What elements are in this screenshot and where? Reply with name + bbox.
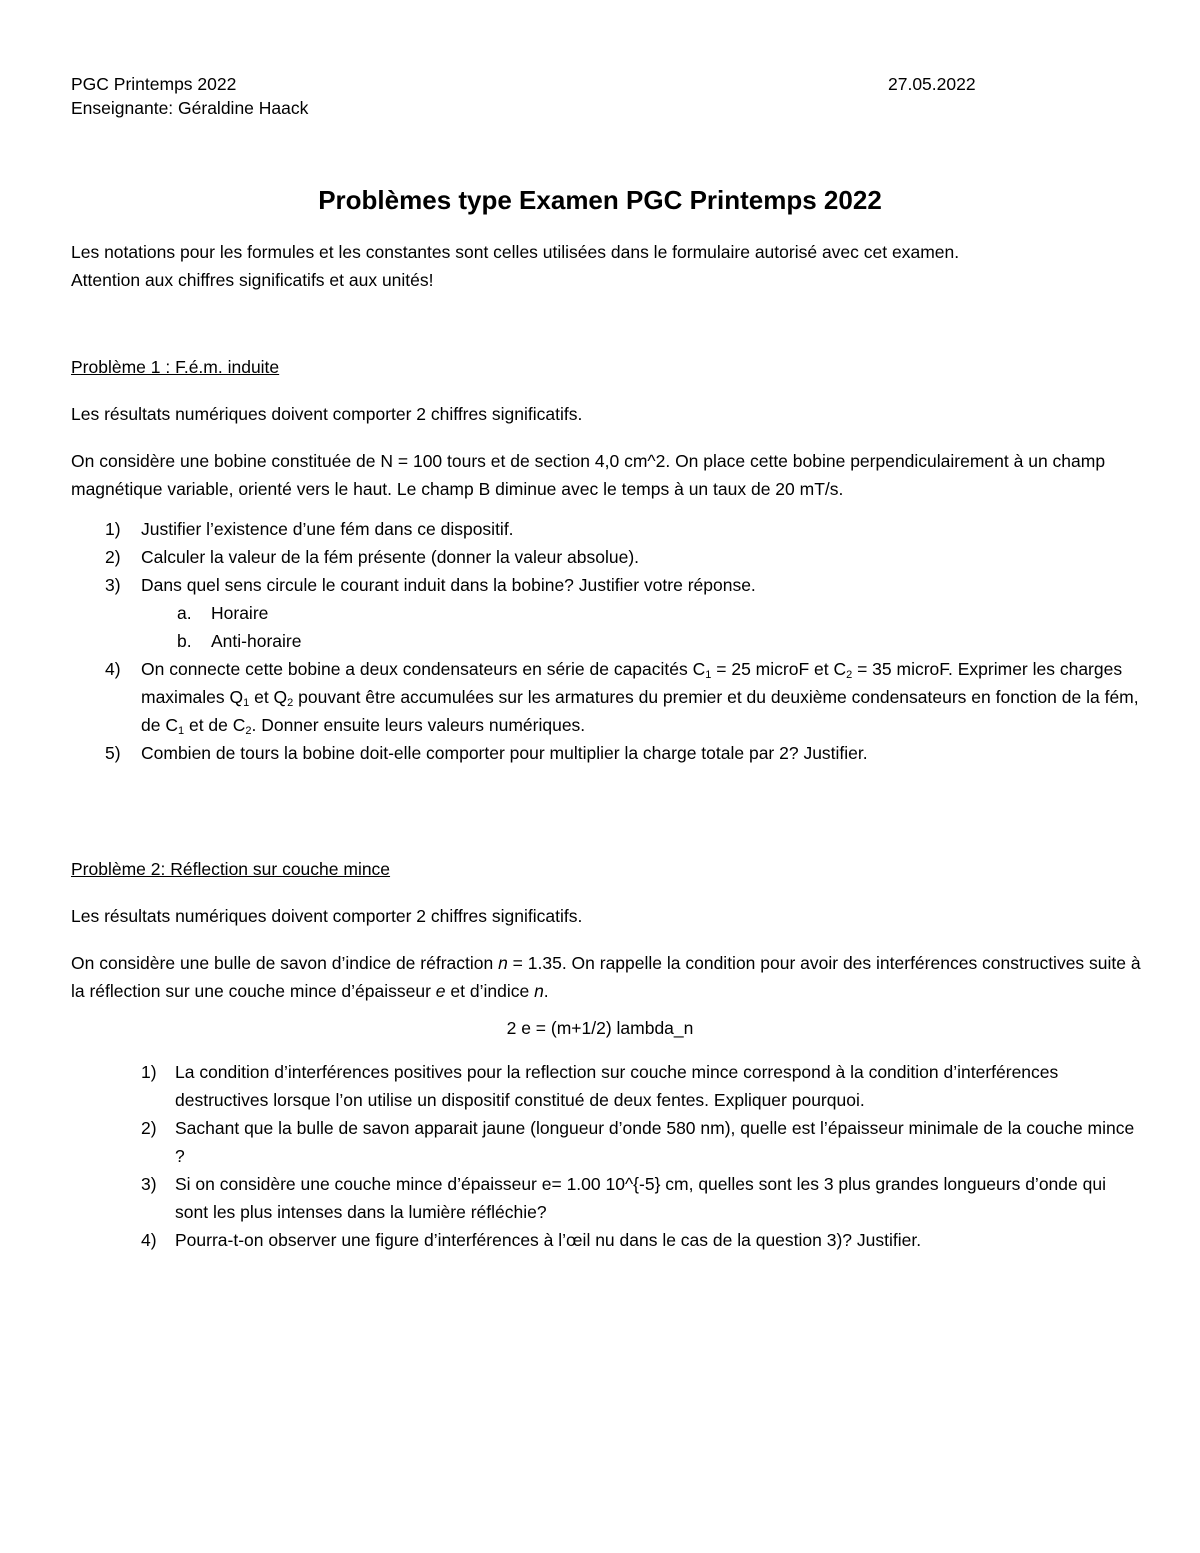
list-item [141,627,1141,655]
text-run: = 1.35. On rappelle la condition pour avoir des interférences constructives suite à la réflection sur une couche mince d’épaisseur [71,953,1141,1001]
problem-2-note: Les résultats numériques doivent comporter 2 chiffres significatifs. [71,906,583,926]
problem-1-heading: Problème 1 : F.é.m. induite [71,357,280,377]
question-text: Pourra-t-on observer une figure d’interférences à l’œil nu dans le cas de la question 3)? Justifier. [175,1230,922,1250]
intro [71,238,1141,294]
intro-line-1: Les notations pour les formules et les constantes sont celles utilisées dans le formulaire autorisé avec cet examen. [71,242,960,262]
text-run: et de C [184,715,246,735]
option-text: Horaire [211,603,269,623]
question-text [141,659,1139,735]
problem-2-statement [71,949,1141,1005]
problem-1 [71,353,1141,767]
question-text: Dans quel sens circule le courant induit dans la bobine? Justifier votre réponse. [141,575,756,595]
question-number: 2) [105,547,121,567]
option-text: Anti-horaire [211,631,302,651]
subscript: 1 [705,669,712,681]
italic-symbol: n [498,953,508,973]
question-number: 1) [141,1062,157,1082]
question-number: 3) [105,575,121,595]
problem-1-note: Les résultats numériques doivent comporter 2 chiffres significatifs. [71,404,583,424]
equation: 2 e = (m+1/2) lambda_n [506,1018,694,1038]
question-text: Calculer la valeur de la fém présente (donner la valeur absolue). [141,547,640,567]
text-run: = 35 microF. Exprimer les charges maximales Q [141,659,1123,707]
italic-symbol: n [534,981,544,1001]
page-title: Problèmes type Examen PGC Printemps 2022 [318,185,882,215]
list-item [71,1058,1141,1114]
text-run: = 25 microF et C [711,659,847,679]
list-item [71,655,1141,739]
subscript: 2 [245,725,252,737]
list-item [71,515,1141,543]
question-number: 5) [105,743,121,763]
problem-2 [71,855,1141,1005]
teacher-name: Enseignante: Géraldine Haack [71,98,309,118]
question-text: Justifier l’existence d’une fém dans ce dispositif. [141,519,514,539]
question-text: Sachant que la bulle de savon apparait jaune (longueur d’onde 580 nm), quelle est l’épaisseur minimale de la couche mince ? [175,1118,1135,1166]
question-text: Combien de tours la bobine doit-elle comporter pour multiplier la charge totale par 2? Justifier. [141,743,868,763]
text-run: et d’indice [445,981,535,1001]
text-run: . [543,981,549,1001]
text-run: et Q [249,687,288,707]
document-header [71,72,308,120]
problem-2-heading: Problème 2: Réflection sur couche mince [71,859,391,879]
subscript: 2 [846,669,853,681]
list-item [71,739,1141,767]
question-number: 4) [105,659,121,679]
question-number: 1) [105,519,121,539]
option-letter: b. [177,631,192,651]
subscript: 2 [287,697,294,709]
text-run: . Donner ensuite leurs valeurs numériques. [251,715,586,735]
list-item [71,1114,1141,1170]
document-date: 27.05.2022 [888,74,976,94]
subscript: 1 [243,697,250,709]
question-number: 4) [141,1230,157,1250]
intro-line-2: Attention aux chiffres significatifs et aux unités! [71,270,434,290]
option-letter: a. [177,603,192,623]
list-item [71,1226,1141,1254]
answer-options [141,599,1141,655]
text-run: On considère une bulle de savon d’indice de réfraction [71,953,499,973]
question-text: Si on considère une couche mince d’épaisseur e= 1.00 10^{-5} cm, quelles sont les 3 plus grandes longueurs d’onde qui sont les plus intenses dans la lumière réfléchie? [175,1174,1106,1222]
list-item [141,599,1141,627]
list-item [71,571,1141,655]
subscript: 1 [177,725,185,737]
list-item [71,1170,1141,1226]
italic-symbol: e [435,981,446,1001]
problem-2-questions-block [71,1058,1141,1254]
text-run: On connecte cette bobine a deux condensateurs en série de capacités C [141,659,706,679]
question-number: 2) [141,1118,157,1138]
question-number: 3) [141,1174,157,1194]
problem-1-questions [71,515,1141,767]
problem-1-statement: On considère une bobine constituée de N = 100 tours et de section 4,0 cm^2. On place cette bobine perpendiculairement à un champ magnétique variable, orienté vers le haut. Le champ B diminue avec le temps à un taux de 20 mT/s. [71,451,1106,499]
course-name: PGC Printemps 2022 [71,74,237,94]
text-run: pouvant être accumulées sur les armatures du premier et du deuxième condensateurs en fonction de la fém, de C [141,687,1139,735]
question-text: La condition d’interférences positives pour la reflection sur couche mince correspond à la condition d’interférences destructives lorsque l’on utilise un dispositif constitué de deux fentes. Expliquer pourquoi. [175,1062,1059,1110]
list-item [71,543,1141,571]
problem-2-questions [71,1058,1141,1254]
